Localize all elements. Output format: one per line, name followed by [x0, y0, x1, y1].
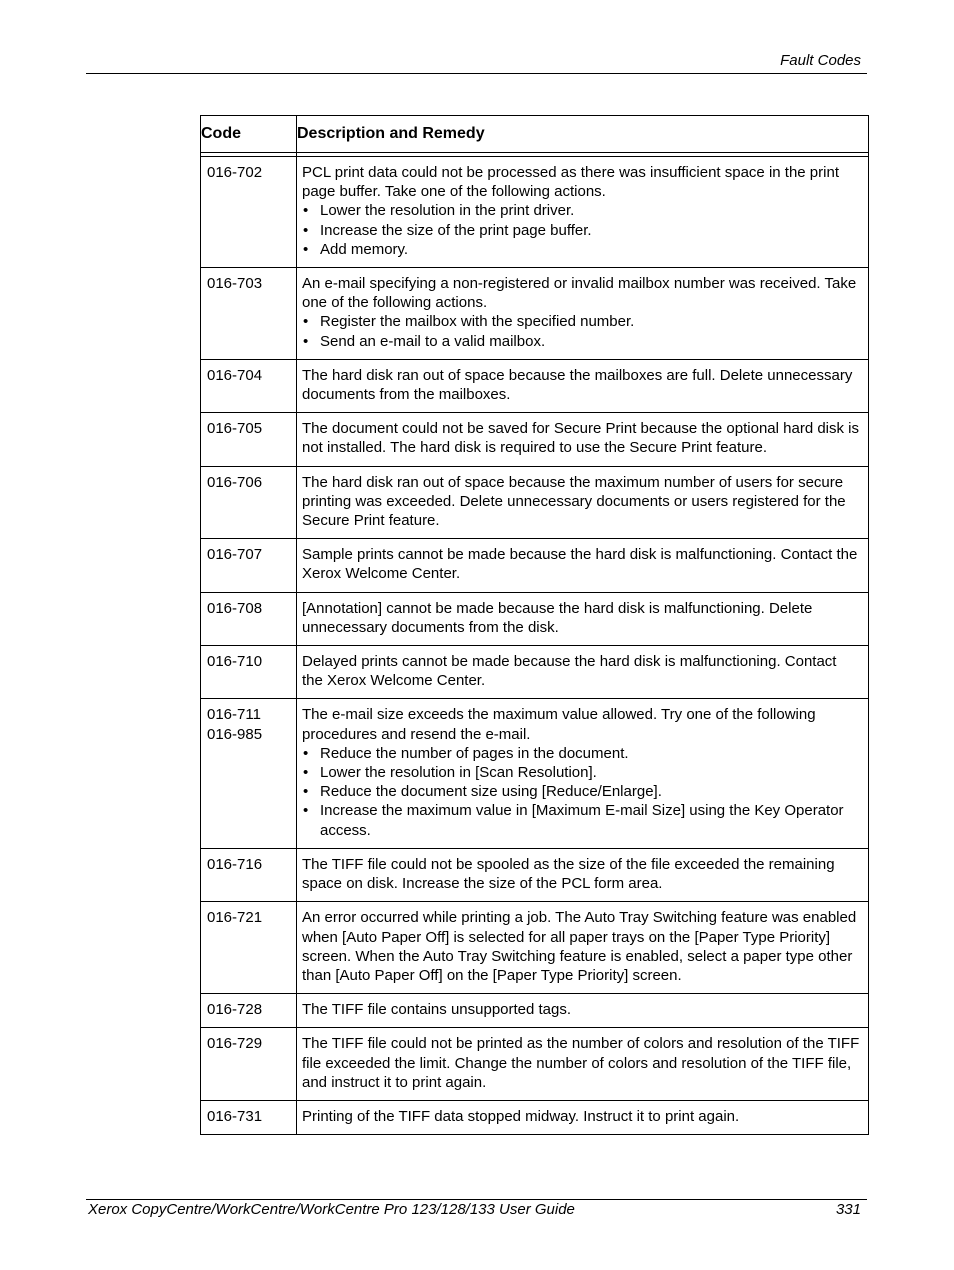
- description-cell: [297, 646, 869, 699]
- description-text: Printing of the TIFF data stopped midway. Instruct it to print again.: [302, 1107, 740, 1125]
- fault-code-cell: [201, 592, 297, 645]
- table-row: [201, 157, 869, 268]
- fault-code-cell: [201, 646, 297, 699]
- footer-rule: [86, 1199, 867, 1200]
- fault-code: 016-710: [207, 653, 263, 671]
- column-header-description: Description and Remedy: [297, 116, 869, 153]
- table-row: [201, 592, 869, 645]
- fault-code-cell: [201, 413, 297, 466]
- remedy-item: • Increase the maximum value in [Maximum E-mail Size] using the Key Operator access.: [302, 801, 860, 839]
- description-cell: [297, 994, 869, 1028]
- fault-code: 016-704: [207, 366, 263, 384]
- remedy-item: • Reduce the number of pages in the document.: [302, 744, 860, 763]
- table-row: [201, 539, 869, 592]
- table-row: [201, 268, 869, 360]
- remedy-list: [302, 201, 860, 259]
- table-row: [201, 902, 869, 994]
- fault-code-cell: [201, 1028, 297, 1101]
- running-header-title: Fault Codes: [780, 52, 861, 69]
- description-text: [Annotation] cannot be made because the hard disk is malfunctioning. Delete unnecessary documents from the disk.: [302, 599, 813, 636]
- table-row: [201, 1100, 869, 1134]
- table-row: [201, 848, 869, 901]
- description-cell: [297, 157, 869, 268]
- table-row: [201, 699, 869, 848]
- fault-code-cell: [201, 157, 297, 268]
- fault-code-cell: [201, 699, 297, 848]
- description-text: PCL print data could not be processed as there was insufficient space in the print page buffer. Take one of the following actions.: [302, 164, 839, 201]
- fault-code: 016-702: [207, 164, 263, 181]
- fault-code-cell: [201, 466, 297, 539]
- table-body: [201, 153, 869, 1135]
- description-cell: [297, 359, 869, 412]
- description-cell: [297, 848, 869, 901]
- table-row: [201, 466, 869, 539]
- description-cell: [297, 1028, 869, 1101]
- fault-code: 016-716: [207, 855, 263, 873]
- table-row: [201, 359, 869, 412]
- remedy-item: • Lower the resolution in the print driver.: [302, 201, 860, 220]
- description-text: The TIFF file could not be spooled as the size of the file exceeded the remaining space on disk. Increase the size of the PCL form area.: [302, 855, 835, 893]
- description-text: The hard disk ran out of space because the maximum number of users for secure printing was exceeded. Delete unnecessary documents or users registered for the Secure Print feature.: [302, 473, 846, 530]
- remedy-item: • Register the mailbox with the specified number.: [302, 312, 860, 331]
- description-cell: [297, 413, 869, 466]
- description-cell: [297, 466, 869, 539]
- column-header-code: Code: [201, 116, 297, 153]
- fault-code-cell: [201, 902, 297, 994]
- description-text: An error occurred while printing a job. The Auto Tray Switching feature was enabled when [Auto Paper Off] is selected for all paper trays on the [Paper Type Priority] screen. When the Auto Tray Switching feature is enabled, select a paper type other than [Auto Paper Off] on the [Paper Type Priority] screen.: [302, 909, 857, 984]
- fault-code-cell: [201, 539, 297, 592]
- table-row: [201, 994, 869, 1028]
- fault-code: 016-706: [207, 473, 263, 491]
- description-cell: [297, 268, 869, 360]
- page-number: 331: [835, 1201, 861, 1218]
- header-rule: [86, 73, 867, 74]
- remedy-item: • Add memory.: [302, 240, 860, 259]
- fault-code-cell: [201, 359, 297, 412]
- fault-code: 016-707: [207, 546, 263, 564]
- fault-code: 016-729: [207, 1035, 263, 1053]
- description-cell: [297, 699, 869, 848]
- fault-code: 016-708: [207, 599, 263, 617]
- remedy-item: • Send an e-mail to a valid mailbox.: [302, 332, 860, 351]
- remedy-item: • Lower the resolution in [Scan Resolution].: [302, 763, 860, 782]
- fault-code: 016-721: [207, 909, 263, 927]
- table-row: [201, 1028, 869, 1101]
- table-header-row: [201, 116, 869, 153]
- description-text: The e-mail size exceeds the maximum value allowed. Try one of the following procedures and resend the e-mail.: [302, 706, 816, 743]
- fault-code: 016-985: [207, 725, 263, 743]
- remedy-list: [302, 744, 860, 840]
- fault-code-cell: [201, 268, 297, 360]
- fault-code-table: [200, 115, 869, 1135]
- description-text: Delayed prints cannot be made because the hard disk is malfunctioning. Contact the Xerox Welcome Center.: [302, 653, 837, 690]
- description-text: The TIFF file contains unsupported tags.: [302, 1001, 572, 1019]
- description-cell: [297, 1100, 869, 1134]
- description-cell: [297, 539, 869, 592]
- remedy-item: • Increase the size of the print page buffer.: [302, 221, 860, 240]
- footer-guide-title: Xerox CopyCentre/WorkCentre/WorkCentre Pro 123/128/133 User Guide: [88, 1201, 575, 1218]
- description-text: Sample prints cannot be made because the hard disk is malfunctioning. Contact the Xerox Welcome Center.: [302, 546, 858, 583]
- description-text: The hard disk ran out of space because the mailboxes are full. Delete unnecessary documents from the mailboxes.: [302, 366, 853, 404]
- description-text: The document could not be saved for Secure Print because the optional hard disk is not installed. The hard disk is required to use the Secure Print feature.: [302, 420, 859, 457]
- remedy-item: • Reduce the document size using [Reduce/Enlarge].: [302, 782, 860, 801]
- fault-code-cell: [201, 848, 297, 901]
- fault-code-cell: [201, 994, 297, 1028]
- description-text: An e-mail specifying a non-registered or invalid mailbox number was received. Take one of the following actions.: [302, 275, 857, 312]
- fault-code: 016-705: [207, 420, 263, 438]
- fault-code: 016-703: [207, 275, 263, 293]
- description-text: The TIFF file could not be printed as the number of colors and resolution of the TIFF file exceeded the limit. Change the number of colors and resolution of the TIFF file, and instruct it to print again.: [302, 1035, 860, 1091]
- description-cell: [297, 592, 869, 645]
- description-cell: [297, 902, 869, 994]
- fault-code: 016-731: [207, 1107, 263, 1125]
- table-row: [201, 413, 869, 466]
- fault-code-cell: [201, 1100, 297, 1134]
- table-row: [201, 646, 869, 699]
- remedy-list: [302, 312, 860, 350]
- fault-code: 016-711: [207, 706, 261, 724]
- fault-code: 016-728: [207, 1001, 263, 1019]
